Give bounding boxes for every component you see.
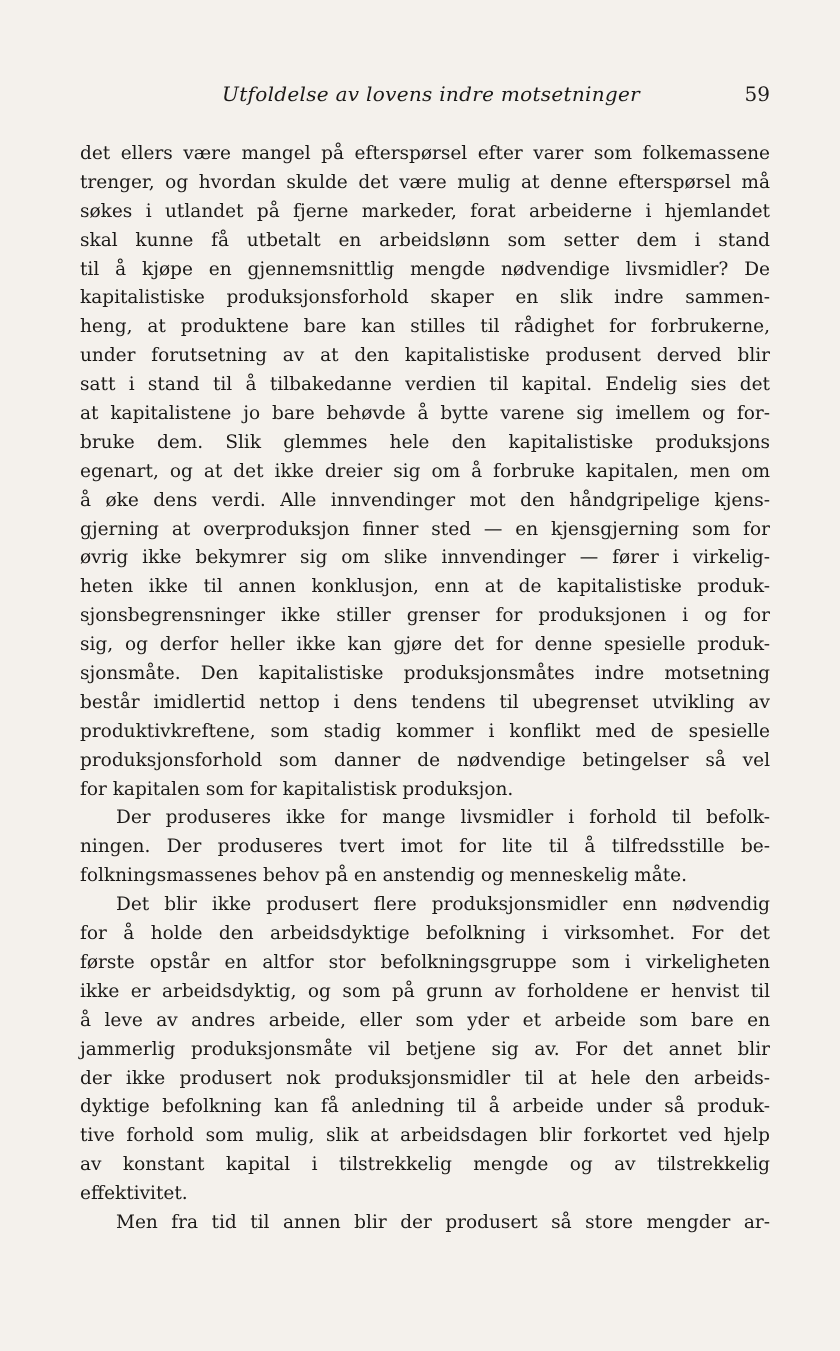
text-line: øvrig ikke bekymrer sig om slike innvendinger — fører i virkelig- xyxy=(80,547,770,569)
text-line: ningen. Der produseres tvert imot for lite til å tilfredsstille be- xyxy=(80,836,770,858)
text-line: til å kjøpe en gjennemsnittlig mengde nødvendige livsmidler? De xyxy=(80,258,770,280)
body-text xyxy=(80,140,770,1238)
text-line: Det blir ikke produsert flere produksjonsmidler enn nødvendig xyxy=(116,894,770,916)
text-line: under forutsetning av at den kapitalistiske produsent derved blir xyxy=(80,345,770,367)
text-line: det ellers være mangel på efterspørsel efter varer som folkemassene xyxy=(80,143,770,164)
text-line: effektivitet. xyxy=(80,1183,188,1205)
text-line: satt i stand til å tilbakedanne verdien til kapital. Endelig sies det xyxy=(80,374,770,396)
text-line: første opstår en altfor stor befolkningsgruppe som i virkeligheten xyxy=(80,951,770,973)
text-line: Der produseres ikke for mange livsmidler i forhold til befolk- xyxy=(116,807,770,829)
text-line: å leve av andres arbeide, eller som yder et arbeide som bare en xyxy=(80,1009,770,1031)
running-title: Utfoldelse av lovens indre motsetninger xyxy=(222,82,640,106)
text-line: Men fra tid til annen blir der produsert så store mengder ar- xyxy=(116,1211,770,1233)
text-line: produksjonsforhold som danner de nødvendige betingelser så vel xyxy=(80,749,770,771)
text-line: sjonsbegrensninger ikke stiller grenser for produksjonen i og for xyxy=(80,605,770,627)
text-line: produktivkreftene, som stadig kommer i konflikt med de spesielle xyxy=(80,720,770,742)
text-line: heten ikke til annen konklusjon, enn at de kapitalistiske produk- xyxy=(80,576,770,598)
text-line: ikke er arbeidsdyktig, og som på grunn av forholdene er henvist til xyxy=(80,980,770,1002)
text-line: søkes i utlandet på fjerne markeder, forat arbeiderne i hjemlandet xyxy=(80,200,770,222)
text-line: for kapitalen som for kapitalistisk produksjon. xyxy=(80,778,514,800)
text-line: tive forhold som mulig, slik at arbeidsdagen blir forkortet ved hjelp xyxy=(80,1125,770,1147)
text-line: sjonsmåte. Den kapitalistiske produksjonsmåtes indre motsetning xyxy=(80,663,770,685)
text-line: bruke dem. Slik glemmes hele den kapitalistiske produksjons xyxy=(80,431,770,453)
text-line: at kapitalistene jo bare behøvde å bytte varene sig imellem og for- xyxy=(80,403,770,425)
text-line: folkningsmassenes behov på en anstendig og menneskelig måte. xyxy=(80,865,688,887)
running-head xyxy=(0,82,770,114)
text-line: å øke dens verdi. Alle innvendinger mot den håndgripelige kjens- xyxy=(80,489,770,511)
text-line: sig, og derfor heller ikke kan gjøre det for denne spesielle produk- xyxy=(80,634,770,656)
text-line: egenart, og at det ikke dreier sig om å forbruke kapitalen, men om xyxy=(80,460,770,482)
text-line: av konstant kapital i tilstrekkelig mengde og av tilstrekkelig xyxy=(80,1154,770,1176)
text-line: består imidlertid nettop i dens tendens til ubegrenset utvikling av xyxy=(80,691,770,713)
text-line: for å holde den arbeidsdyktige befolkning i virksomhet. For det xyxy=(80,923,770,945)
text-line: jammerlig produksjonsmåte vil betjene sig av. For det annet blir xyxy=(80,1038,770,1060)
text-line: skal kunne få utbetalt en arbeidslønn som setter dem i stand xyxy=(80,229,770,251)
text-line: trenger, og hvordan skulde det være mulig at denne efterspørsel må xyxy=(80,171,770,193)
text-line: kapitalistiske produksjonsforhold skaper en slik indre sammen- xyxy=(80,287,770,309)
page-number: 59 xyxy=(744,82,770,106)
text-line: gjerning at overproduksjon finner sted — en kjensgjerning som for xyxy=(80,518,770,540)
text-line: dyktige befolkning kan få anledning til å arbeide under så produk- xyxy=(80,1096,770,1118)
text-line: heng, at produktene bare kan stilles til rådighet for forbrukerne, xyxy=(80,316,770,338)
text-line: der ikke produsert nok produksjonsmidler til at hele den arbeids- xyxy=(80,1067,770,1089)
